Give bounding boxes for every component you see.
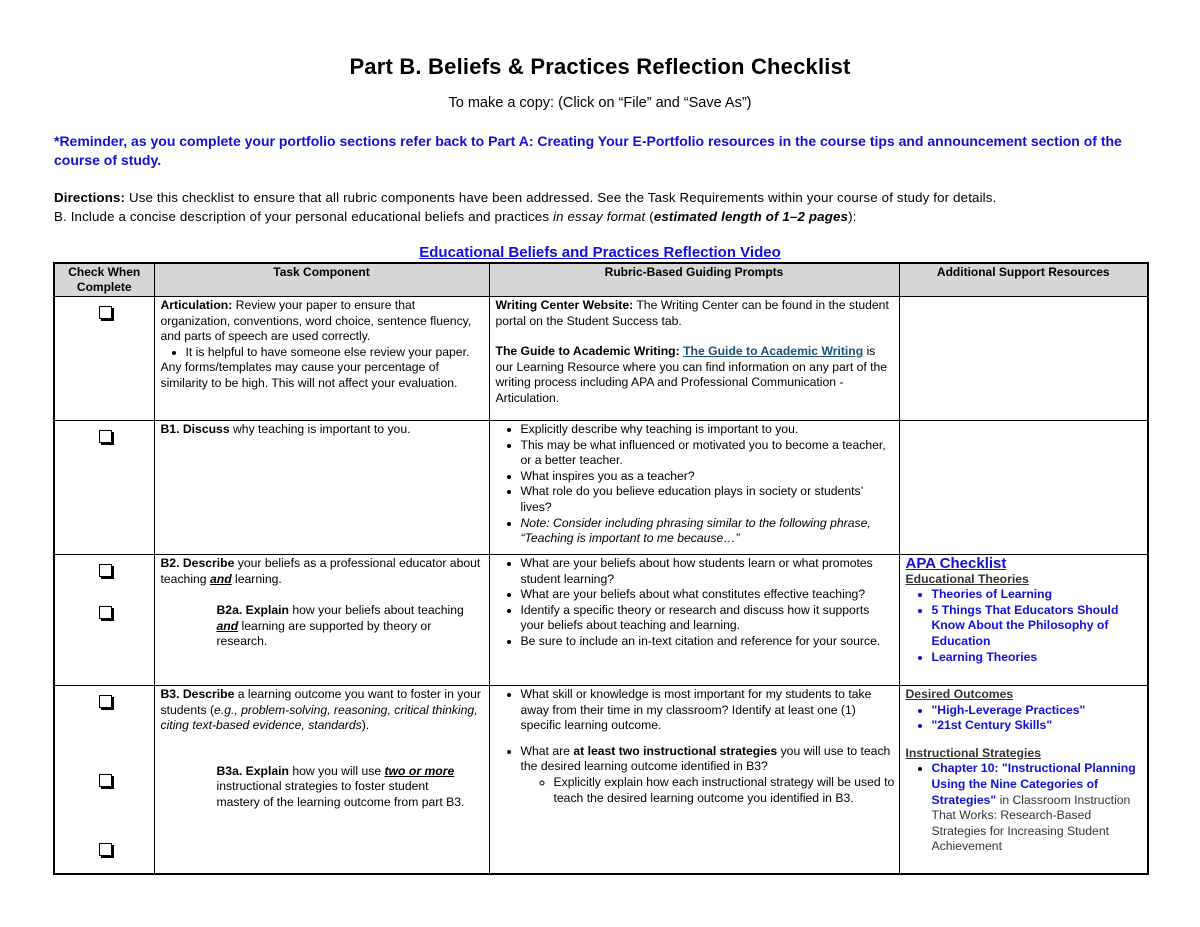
bullet-text-end: you will use to teach the desired learning outcome identified in B3? — [520, 743, 891, 774]
list-item: • What inspires you as a teacher? — [521, 469, 895, 485]
checkbox-square-icon[interactable] — [99, 564, 112, 577]
task-text-end: ). — [361, 718, 370, 733]
directions-paren-close: ): — [848, 209, 857, 224]
subtask-text-end: instructional strategies to foster student mastery of the learning outcome from part B3. — [216, 779, 465, 809]
book-title: in Classroom Instruction That Works: Research-Based Strategies for Increasing Student Achievement — [931, 792, 1131, 854]
desired-outcomes-heading: Desired Outcomes — [905, 687, 1014, 701]
subtask-emphasis: two or more — [384, 763, 455, 778]
list-item: • What are your beliefs about how students learn or what promotes student learning? — [521, 556, 895, 587]
instructional-strategies-heading: Instructional Strategies — [905, 745, 1041, 760]
subtask-text: how your beliefs about teaching — [288, 603, 464, 618]
task-examples: e.g., problem-solving, reasoning, critical thinking, citing text-based evidence, standards — [160, 702, 478, 733]
high-leverage-practices-link[interactable]: • "High-Leverage Practices" — [932, 703, 1144, 719]
guide-label: The Guide to Academic Writing: — [495, 344, 680, 359]
table-row-b3 — [54, 686, 1148, 874]
subtask-b3a — [161, 764, 485, 811]
table-row-b1 — [54, 421, 1148, 555]
header-check: Check When Complete — [54, 263, 154, 297]
checkbox-square-icon[interactable] — [99, 695, 112, 708]
list-item: • Be sure to include an in-text citation and reference for your source. — [521, 634, 895, 650]
directions — [54, 188, 1154, 226]
table-row-articulation — [54, 297, 1148, 421]
check-cell — [54, 297, 154, 421]
task-lead: B2 — [160, 556, 177, 570]
list-item — [932, 761, 1144, 855]
writing-center-text: The Writing Center can be found in the student portal on the Student Success tab. — [495, 298, 889, 328]
checkbox-square-icon[interactable] — [99, 606, 112, 619]
educational-theories-heading: Educational Theories — [905, 571, 1029, 586]
list-item: • Identify a specific theory or research and discuss how it supports your beliefs about teaching and learning. — [521, 603, 895, 634]
list-item: • It is helpful to have someone else review your paper. — [186, 345, 485, 361]
resources-cell-articulation — [899, 297, 1148, 421]
estimated-length: estimated length of 1–2 pages — [653, 209, 849, 224]
bullet-text: What are — [520, 743, 574, 758]
learning-theories-link[interactable]: • Learning Theories — [932, 650, 1144, 666]
directions-paren-open: ( — [645, 209, 654, 224]
task-cell-b3 — [154, 686, 489, 874]
chapter-10-link[interactable]: Chapter 10: "Instructional Planning Using the Nine Categories of Strategies" — [931, 761, 1136, 807]
checkbox-square-icon[interactable] — [99, 843, 112, 856]
rubric-cell-b1 — [489, 421, 899, 555]
task-cell-articulation — [154, 297, 489, 421]
check-cell — [54, 686, 154, 874]
page-title: Part B. Beliefs & Practices Reflection Checklist — [349, 54, 851, 79]
task-lead: B3 — [160, 687, 177, 701]
reminder-note: *Reminder, as you complete your portfolio sections refer back to Part A: Creating Your E-Portfolio resources in the course tips and announcement section of the course of study. — [54, 133, 1122, 168]
task-note: Any forms/templates may cause your percentage of similarity to be high. This will not affect your evaluation. — [160, 360, 458, 390]
task-text: your beliefs as a professional educator about teaching — [160, 556, 481, 586]
task-label: . Describe — [176, 687, 235, 701]
header-task: Task Component — [154, 263, 489, 297]
theories-of-learning-link[interactable]: • Theories of Learning — [932, 587, 1144, 603]
subtask-label: B2a. Explain — [216, 603, 289, 618]
copy-instructions: To make a copy: (Click on “File” and “Save As”) — [448, 95, 752, 111]
directions-line2: B. Include a concise description of your personal educational beliefs and practices — [54, 209, 553, 224]
directions-label: Directions: — [54, 190, 126, 205]
resources-cell-b2 — [899, 555, 1148, 686]
table-row-b2 — [54, 555, 1148, 686]
subtask-label: B3a. Explain — [216, 763, 289, 778]
header-resources: Additional Support Resources — [899, 263, 1148, 297]
task-label: Articulation: — [160, 298, 233, 312]
list-item: • This may be what influenced or motivated you to become a teacher, or a better teacher. — [521, 438, 895, 469]
rubric-cell-articulation — [489, 297, 899, 421]
writing-center-label: Writing Center Website: — [495, 298, 634, 312]
sub-list-item: ◦ Explicitly explain how each instructional strategy will be used to teach the desired learning outcome you identified in B3. — [554, 775, 895, 806]
task-label: B1. Discuss — [160, 422, 230, 436]
task-text: a learning outcome you want to foster in your students ( — [160, 687, 481, 717]
rubric-cell-b3 — [489, 686, 899, 874]
task-emphasis: and — [209, 571, 232, 586]
resources-cell-b1 — [899, 421, 1148, 555]
resources-cell-b3 — [899, 686, 1148, 874]
list-item: • What skill or knowledge is most important for my students to take away from their time in my classroom? Identify at least one (1) specific learning outcome. — [521, 687, 895, 734]
list-item: • Explicitly describe why teaching is important to you. — [521, 422, 895, 438]
check-cell — [54, 421, 154, 555]
check-cell — [54, 555, 154, 686]
task-label: . Describe — [176, 556, 235, 570]
21st-century-skills-link[interactable]: • "21st Century Skills" — [932, 718, 1144, 734]
task-cell-b1 — [154, 421, 489, 555]
reflection-checklist-table — [53, 262, 1149, 875]
bullet-emphasis: at least two instructional strategies — [573, 743, 778, 758]
rubric-cell-b2 — [489, 555, 899, 686]
essay-format: in essay format — [552, 209, 646, 224]
list-item: • What role do you believe education plays in society or students’ lives? — [521, 484, 895, 515]
philosophy-of-education-link[interactable]: • 5 Things That Educators Should Know About the Philosophy of Education — [932, 603, 1144, 650]
task-text: Review your paper to ensure that organization, conventions, word choice, sentence fluency, and parts of speech are used correctly. — [160, 298, 472, 344]
task-text-end: learning. — [231, 571, 282, 586]
table-title: Educational Beliefs and Practices Reflection Video — [419, 244, 781, 261]
apa-checklist-link[interactable]: APA Checklist — [905, 555, 1007, 572]
subtask-text-end: learning are supported by theory or research. — [216, 618, 432, 649]
checkbox-square-icon[interactable] — [99, 430, 112, 443]
subtask-text: how you will use — [288, 763, 385, 778]
list-item: • Note: Consider including phrasing similar to the following phrase, “Teaching is important to me because…” — [521, 516, 895, 547]
table-header-row — [54, 263, 1148, 297]
header-rubric: Rubric-Based Guiding Prompts — [489, 263, 899, 297]
directions-text: Use this checklist to ensure that all rubric components have been addressed. See the Task Requirements within your course of study for details. — [125, 190, 997, 205]
task-text: why teaching is important to you. — [229, 422, 411, 436]
list-item: • What are your beliefs about what constitutes effective teaching? — [521, 587, 895, 603]
task-cell-b2 — [154, 555, 489, 686]
subtask-b2a — [161, 603, 485, 650]
guide-academic-writing-link[interactable]: The Guide to Academic Writing — [683, 344, 864, 359]
subtask-emphasis: and — [216, 618, 239, 633]
list-item — [521, 744, 895, 775]
checkbox-square-icon[interactable] — [99, 306, 112, 319]
checkbox-square-icon[interactable] — [99, 774, 112, 787]
guide-text: is our Learning Resource where you can find information on any part of the writing process including APA and Professional Communication - Articulation. — [495, 344, 888, 405]
